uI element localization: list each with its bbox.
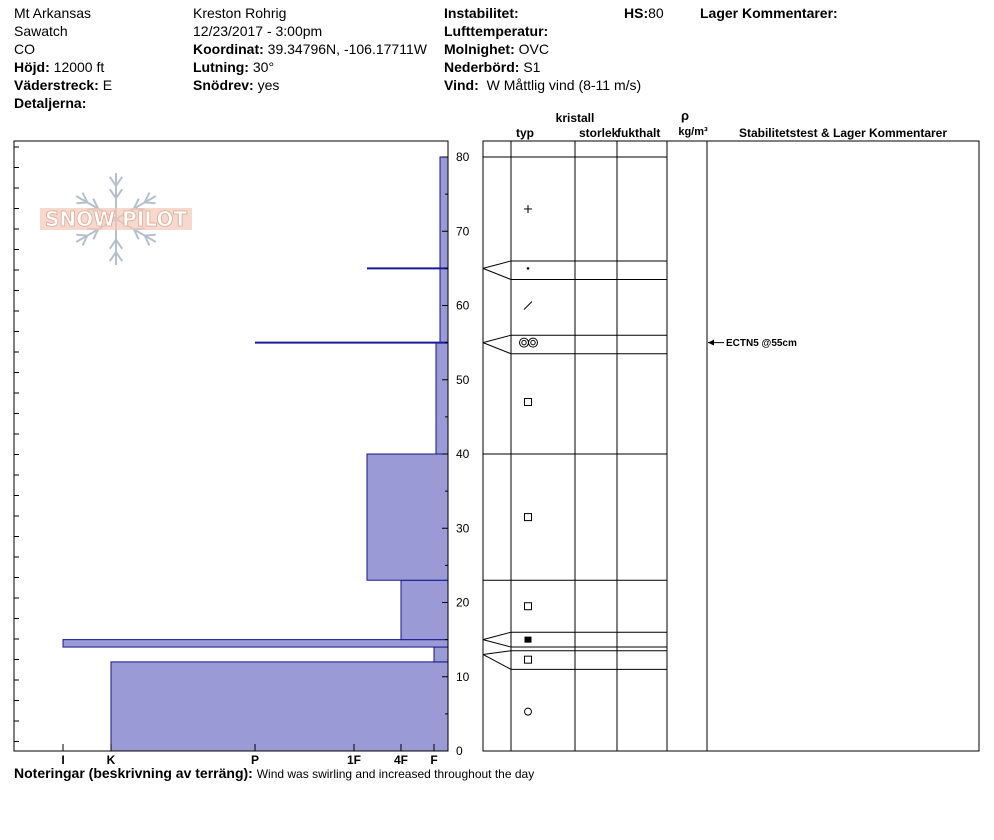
stability-test-arrowhead <box>708 340 714 346</box>
size-header: storlek <box>579 126 619 140</box>
location-name: Mt Arkansas <box>14 5 92 21</box>
slope-value: 30° <box>252 59 275 75</box>
snowflake-branch <box>145 235 156 236</box>
hardness-bar <box>63 640 448 647</box>
height-tick-label: 10 <box>456 669 470 684</box>
height-tick-label: 20 <box>456 595 470 610</box>
layer-boundary-link <box>483 632 511 639</box>
coords-value: 39.34796N, -106.17711W <box>267 41 427 57</box>
hardness-tick-label: 1F <box>346 753 362 765</box>
height-tick-label: 60 <box>456 298 470 313</box>
hardness-plot-frame <box>14 141 448 751</box>
air-temp-label: Lufttemperatur: <box>444 23 549 39</box>
crystal-symbol-faceted <box>525 603 532 610</box>
height-tick-label: 40 <box>456 447 470 461</box>
hardness-bar <box>440 157 448 343</box>
layer-table-frame <box>483 141 979 751</box>
logo-text: SNOW PILOT <box>45 207 187 231</box>
sky-value: OVC <box>518 41 549 57</box>
table-column-lines <box>511 141 707 751</box>
wind-value: W Måttlig vind (8-11 m/s) <box>486 77 642 93</box>
layer-boundary-link <box>483 268 511 279</box>
snowflake-branch <box>76 202 87 203</box>
hardness-tick-label: P <box>250 753 260 765</box>
hardness-bar <box>434 647 448 662</box>
crystal-symbol-melt <box>531 340 535 344</box>
crystal-symbol-fragment <box>524 302 532 310</box>
stability-header: Stabilitetstest & Lager Kommentarer <box>738 126 948 140</box>
aspect-label: Väderstreck: <box>14 77 99 93</box>
thin-layers <box>255 268 448 342</box>
layer-boundary-link <box>483 343 511 354</box>
snowpilot-logo <box>40 173 192 265</box>
crystal-symbol-faceted <box>525 514 532 521</box>
sky-label: Molnighet: <box>444 41 515 57</box>
layer-boundary-link <box>483 335 511 342</box>
wind-loading-value: yes <box>257 77 280 93</box>
density-unit-header: kg/m³ <box>678 126 708 138</box>
hardness-tick-label: I <box>61 753 65 765</box>
crystal-symbol-round <box>525 708 532 715</box>
slope-label: Lutning: <box>193 59 249 75</box>
hs-value: 80 <box>648 5 664 21</box>
hardness-tick-label: F <box>430 753 438 765</box>
stability-tests <box>708 338 797 349</box>
crystal-symbol-melt <box>522 340 526 344</box>
rho-header: ρ <box>680 108 690 123</box>
observation-datetime: 12/23/2017 - 3:00pm <box>193 23 323 39</box>
snowflake-branch <box>145 202 156 203</box>
height-tick-label: 70 <box>456 224 470 239</box>
hardness-bar <box>367 454 448 580</box>
notes-row <box>14 765 534 781</box>
table-headers <box>516 108 947 140</box>
crystal-symbol-dot <box>527 267 530 270</box>
height-tick-label: 30 <box>456 521 470 536</box>
elevation-value: 12000 ft <box>53 59 105 75</box>
moisture-header: fukthalt <box>617 126 661 140</box>
elevation-label: Höjd: <box>14 59 50 75</box>
crystal-symbol-melt <box>520 338 529 347</box>
hardness-bar <box>436 343 448 454</box>
state-name: CO <box>14 41 35 57</box>
wind-loading-label: Snödrev: <box>193 77 254 93</box>
layer-comments-label: Lager Kommentarer: <box>700 5 838 21</box>
height-tick-label: 80 <box>456 150 470 164</box>
wind-label: Vind: <box>444 77 479 93</box>
crystal-symbol-faceted <box>525 656 532 663</box>
observer-name: Kreston Rohrig <box>193 5 287 21</box>
hardness-tick-label: K <box>106 753 116 765</box>
details-label: Detaljerna: <box>14 95 87 111</box>
crystal-symbol-faceted <box>525 399 532 406</box>
hardness-bar <box>111 662 448 751</box>
hardness-tick-label: 4F <box>393 753 409 765</box>
crystal-symbol-solid <box>525 637 532 643</box>
notes-text: Wind was swirling and increased throughout the day <box>256 767 535 781</box>
notes-label: Noteringar (beskrivning av terräng): <box>14 765 253 781</box>
crystal-header: kristall <box>555 111 595 125</box>
crystal-type-symbols <box>520 205 538 715</box>
aspect-value: E <box>102 77 113 93</box>
coords-label: Koordinat: <box>193 41 264 57</box>
type-header: typ <box>516 126 534 140</box>
hs-label: HS: <box>624 5 649 21</box>
layer-boundary-link <box>483 640 511 647</box>
precip-label: Nederbörd: <box>444 59 520 75</box>
range-name: Sawatch <box>14 23 68 39</box>
layer-boundary-link <box>483 261 511 268</box>
stability-test-label: ECTN5 @55cm <box>726 338 797 350</box>
precip-value: S1 <box>523 59 541 75</box>
snowflake-branch <box>76 235 87 236</box>
crystal-symbol-melt <box>529 338 538 347</box>
hardness-bar <box>401 580 448 639</box>
height-tick-label: 50 <box>456 372 470 387</box>
height-tick-label: 0 <box>456 744 463 758</box>
layer-boundary-link <box>483 654 511 669</box>
instability-label: Instabilitet: <box>444 5 519 21</box>
left-axis-ticks <box>14 147 19 742</box>
layer-boundary-link <box>483 651 511 655</box>
